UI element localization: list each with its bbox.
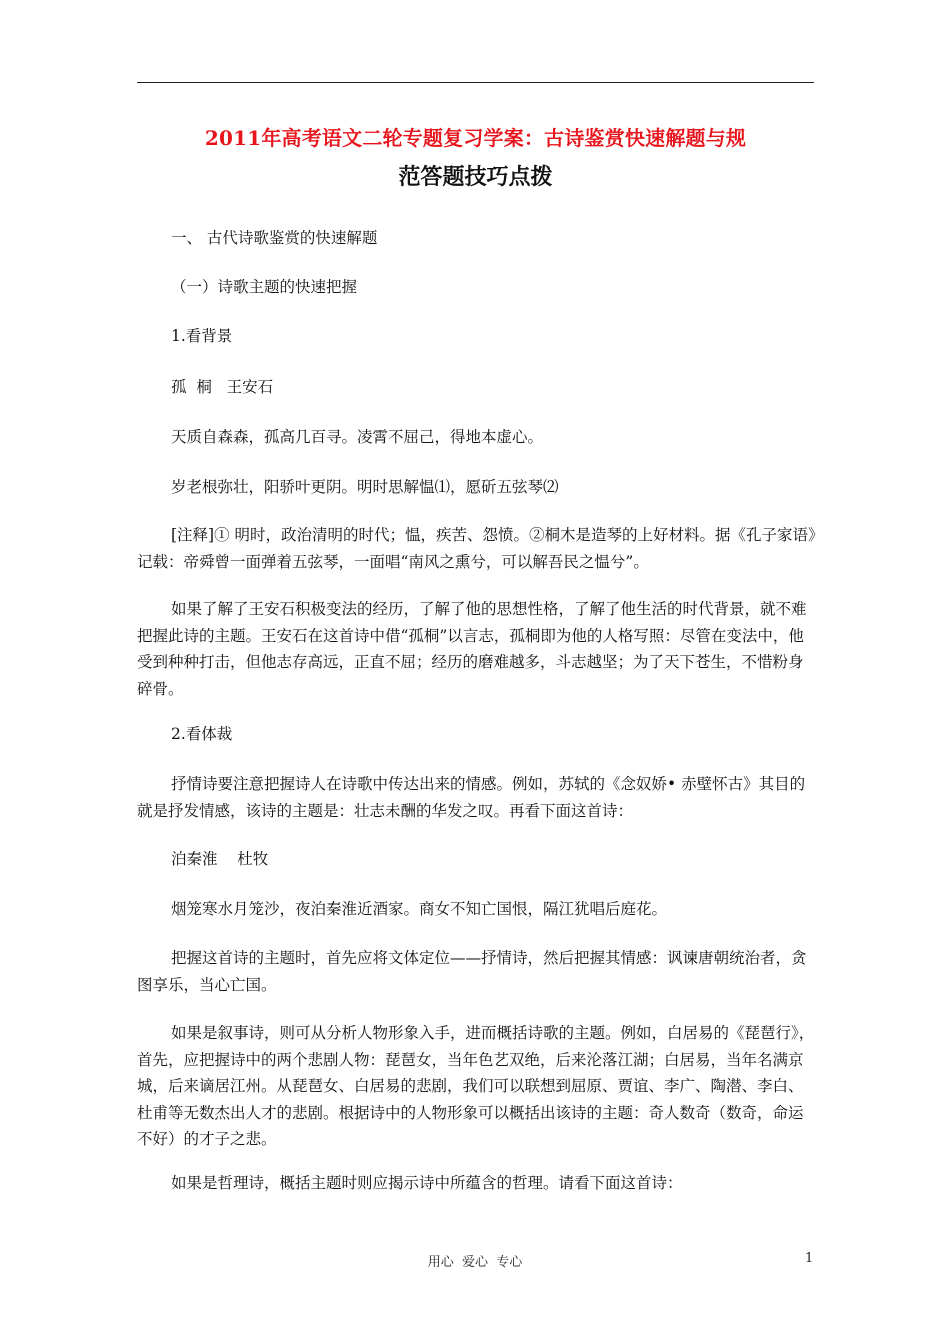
poem-boqinhuai-analysis-text: 把握这首诗的主题时，首先应将文体定位——抒情诗，然后把握其情感：讽谏唐朝统治者，贪图享乐，当心亡国。 xyxy=(137,949,807,994)
item-heading-genre-text: 2.看体裁 xyxy=(171,725,233,743)
lyric-poem-intro-text: 抒情诗要注意把握诗人在诗歌中传达出来的情感。例如，苏轼的《念奴娇• 赤壁怀古》其目的就是抒发情感，该诗的主题是：壮志未酬的华发之叹。再看下面这首诗： xyxy=(137,775,806,820)
narrative-poem-paragraph xyxy=(137,1020,816,1153)
document-title-line-1: 2011年高考语文二轮专题复习学案：古诗鉴赏快速解题与规 xyxy=(204,126,747,150)
sub-heading-text: （一）诗歌主题的快速把握 xyxy=(171,278,358,296)
poem-gutong-line-1-text: 天质自森森，孤高几百寻。凌霄不屈己，得地本虚心。 xyxy=(171,428,544,446)
poem-boqinhuai-text-content: 烟笼寒水月笼沙，夜泊秦淮近酒家。商女不知亡国恨，隔江犹唱后庭花。 xyxy=(171,900,668,918)
item-heading-background xyxy=(137,323,816,350)
narrative-poem-paragraph-text: 如果是叙事诗，则可从分析人物形象入手，进而概括诗歌的主题。例如，白居易的《琵琶行》，首先，应把握诗中的两个悲剧人物：琵琶女，当年色艺双绝，后来沦落江湖；白居易，当年名满京城，后来谪居江州。从琵琶女、白居易的悲剧，我们可以联想到屈原、贾谊、李广、陶潜、李白、杜甫等无数杰出人才的悲剧。根据诗中的人物形象可以概括出该诗的主题：奇人数奇（数奇，命运不好）的才子之悲。 xyxy=(137,1024,815,1148)
poem-gutong-line-2 xyxy=(137,474,816,501)
page-number: 1 xyxy=(805,1251,814,1266)
document-title-line-2: 范答题技巧点拨 xyxy=(398,165,553,190)
poem-gutong-analysis xyxy=(137,596,816,702)
poem-gutong-line-2-text: 岁老根弥壮，阳骄叶更阴。明时思解愠⑴，愿斫五弦琴⑵ xyxy=(171,478,559,496)
poem-boqinhuai-analysis xyxy=(137,945,816,998)
philosophical-poem-paragraph xyxy=(137,1170,816,1197)
poem-title-gutong-text: 孤 桐 王安石 xyxy=(171,378,274,396)
poem-boqinhuai-text xyxy=(137,896,816,923)
poem-gutong-line-1 xyxy=(137,424,816,451)
poem-gutong-analysis-text: 如果了解了王安石积极变法的经历，了解了他的思想性格，了解了他生活的时代背景，就不难把握此诗的主题。王安石在这首诗中借“孤桐”以言志，孤桐即为他的人格写照：尽管在变法中，他受到种种打击，但他志存高远，正直不屈；经历的磨难越多，斗志越坚；为了天下苍生，不惜粉身碎骨。 xyxy=(137,600,807,698)
poem-title-boqinhuai xyxy=(137,846,816,873)
sub-heading xyxy=(137,274,816,301)
footer-motto: 用心 爱心 专心 xyxy=(427,1255,523,1270)
item-heading-background-text: 1.看背景 xyxy=(171,327,233,345)
poem-gutong-annotation xyxy=(137,522,816,575)
lyric-poem-intro xyxy=(137,771,816,824)
poem-title-gutong xyxy=(137,374,816,401)
header-rule xyxy=(137,82,814,83)
philosophical-poem-paragraph-text: 如果是哲理诗，概括主题时则应揭示诗中所蕴含的哲理。请看下面这首诗： xyxy=(171,1174,683,1192)
section-heading-text: 一、 古代诗歌鉴赏的快速解题 xyxy=(171,229,378,247)
poem-gutong-annotation-text: [注释]① 明时，政治清明的时代；愠，疾苦、怨愤。②桐木是造琴的上好材料。据《孔子家语》记载：帝舜曾一面弹着五弦琴，一面唱“南风之熏兮，可以解吾民之愠兮”。 xyxy=(137,526,816,571)
section-heading xyxy=(137,225,816,252)
item-heading-genre xyxy=(137,721,816,748)
poem-title-boqinhuai-text: 泊秦淮 杜牧 xyxy=(171,850,269,868)
